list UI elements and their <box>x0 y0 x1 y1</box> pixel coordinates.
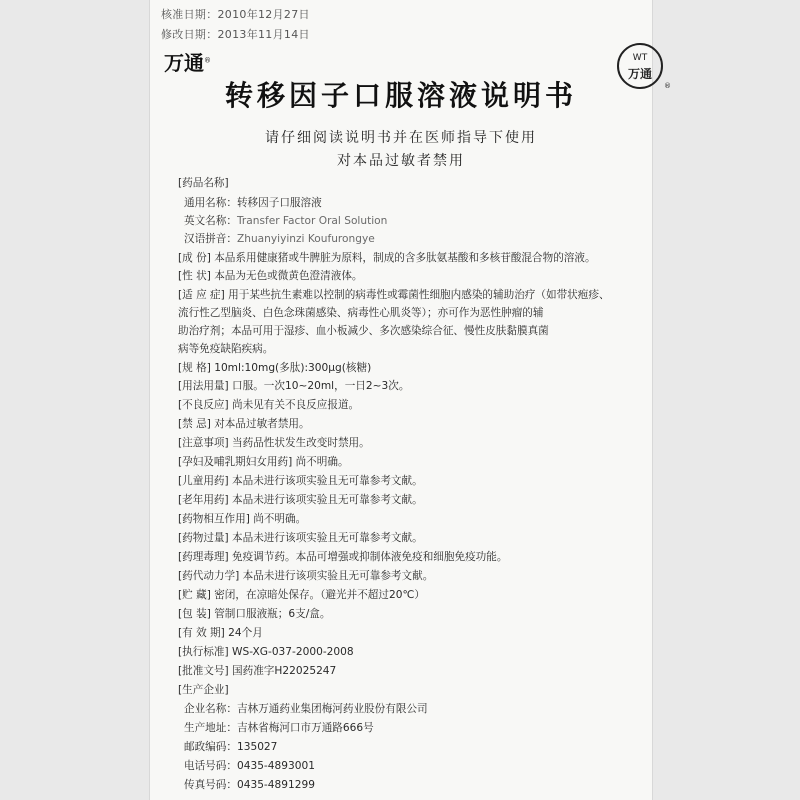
package-row <box>178 605 330 623</box>
contraindications-label: [禁 忌] <box>178 418 211 430</box>
spec-row <box>178 359 371 377</box>
pharmacology-row <box>178 548 507 566</box>
indications-line-2: 流行性乙型脑炎、白色念珠菌感染、病毒性心肌炎等）；亦可作为恶性肿瘤的辅 <box>178 307 544 319</box>
pediatric-value: 本品未进行该项实验且无可靠参考文献。 <box>232 475 423 487</box>
usage-label: [用法用量] <box>178 380 229 392</box>
standard-value: WS-XG-037-2000-2008 <box>232 646 354 658</box>
address-row <box>184 719 374 737</box>
address-label: 生产地址： <box>184 722 237 734</box>
spec-label: [规 格] <box>178 362 211 374</box>
contraindications-row <box>178 415 310 433</box>
cautions-label: [注意事项] <box>178 437 229 449</box>
phone-row <box>184 757 315 775</box>
validity-value: 24个月 <box>228 627 263 639</box>
adverse-row <box>178 396 359 414</box>
pharmacokinetics-label: [药代动力学] <box>178 570 240 582</box>
company-value: 吉林万通药业集团梅河药业股份有限公司 <box>236 703 428 715</box>
pharmacology-value: 免疫调节药。本品可增强或抑制体液免疫和细胞免疫功能。 <box>232 551 508 563</box>
pharmacokinetics-value: 本品未进行该项实验且无可靠参考文献。 <box>242 570 434 582</box>
common-name-value: 转移因子口服溶液 <box>236 197 322 209</box>
postcode-value: 135027 <box>236 741 278 753</box>
company-row <box>184 700 428 718</box>
address-value: 吉林省梅河口市万通路666号 <box>236 722 374 734</box>
revision-date: 修改日期：2013年11月14日 <box>161 28 310 41</box>
pinyin-value: Zhuanyiyinzi Koufurongye <box>236 233 375 245</box>
drug-name-heading: [药品名称] <box>178 177 229 189</box>
geriatric-row <box>178 491 423 509</box>
brand-registered-mark: ® <box>204 56 211 65</box>
pinyin-row <box>184 230 375 248</box>
postcode-label: 邮政编码： <box>184 741 237 753</box>
pharmacokinetics-row <box>178 567 433 585</box>
indications-line-4: 病等免疫缺陷疾病。 <box>178 343 274 355</box>
indications-label: [适 应 症] <box>178 289 225 301</box>
usage-value: 口服。一次10~20ml，一日2~3次。 <box>232 380 410 392</box>
pediatric-row <box>178 472 423 490</box>
cautions-value: 当药品性状发生改变时禁用。 <box>232 437 370 449</box>
geriatric-label: [老年用药] <box>178 494 229 506</box>
approval-date: 核准日期：2010年12月27日 <box>161 8 310 21</box>
svg-text:WT: WT <box>632 53 648 63</box>
pharmacology-label: [药理毒理] <box>178 551 229 563</box>
svg-text:万通: 万通 <box>627 67 653 81</box>
usage-row <box>178 377 409 395</box>
english-name-value: Transfer Factor Oral Solution <box>236 215 388 227</box>
pregnancy-label: [孕妇及哺乳期妇女用药] <box>178 456 293 468</box>
pregnancy-value: 尚不明确。 <box>295 456 349 468</box>
storage-row <box>178 586 425 604</box>
fax-row <box>184 776 315 794</box>
standard-label: [执行标准] <box>178 646 229 658</box>
overdose-row <box>178 529 423 547</box>
brand-text: 万通 <box>164 51 204 75</box>
manufacturer-heading: [生产企业] <box>178 684 229 696</box>
overdose-label: [药物过量] <box>178 532 229 544</box>
adverse-value: 尚未见有关不良反应报道。 <box>232 399 360 411</box>
spec-value: 10ml:10mg(多肽):300μg(核糖) <box>214 362 372 374</box>
company-label: 企业名称： <box>184 703 237 715</box>
package-label: [包 装] <box>178 608 211 620</box>
indications-line-1: 用于某些抗生素难以控制的病毒性或霉菌性细胞内感染的辅助治疗（如带状疱疹、 <box>228 289 610 301</box>
ingredients-label: [成 份] <box>178 252 211 264</box>
pregnancy-row <box>178 453 349 471</box>
common-name-label: 通用名称： <box>184 197 237 209</box>
svg-text:®: ® <box>664 82 671 90</box>
storage-value: 密闭，在凉暗处保存。（避光并不超过20℃） <box>214 589 425 601</box>
fax-label: 传真号码： <box>184 779 237 791</box>
common-name-row <box>184 194 322 212</box>
ingredients-row <box>178 249 596 267</box>
fax-value: 0435-4891299 <box>236 779 315 791</box>
notice-read-instructions: 请仔细阅读说明书并在医师指导下使用 <box>265 130 537 146</box>
contraindications-value: 对本品过敏者禁用。 <box>214 418 310 430</box>
interaction-row <box>178 510 306 528</box>
approval-number-value: 国药准字H22025247 <box>232 665 337 677</box>
validity-row <box>178 624 263 642</box>
adverse-label: [不良反应] <box>178 399 229 411</box>
character-row <box>178 267 363 285</box>
approval-number-row <box>178 662 336 680</box>
storage-label: [贮 藏] <box>178 589 211 601</box>
english-name-row <box>184 212 387 230</box>
phone-value: 0435-4893001 <box>236 760 315 772</box>
notice-allergy: 对本品过敏者禁用 <box>337 153 465 169</box>
character-value: 本品为无色或微黄色澄清液体。 <box>214 270 363 282</box>
brand-name <box>164 47 211 76</box>
indications-line-3: 助治疗剂；本品可用于湿疹、血小板减少、多次感染综合征、慢性皮肤黏膜真菌 <box>178 325 549 337</box>
interaction-label: [药物相互作用] <box>178 513 250 525</box>
package-value: 管制口服液瓶；6支/盒。 <box>214 608 331 620</box>
geriatric-value: 本品未进行该项实验且无可靠参考文献。 <box>232 494 423 506</box>
standard-row <box>178 643 354 661</box>
approval-number-label: [批准文号] <box>178 665 229 677</box>
cautions-row <box>178 434 370 452</box>
document-title: 转移因子口服溶液说明书 <box>224 79 577 112</box>
character-label: [性 状] <box>178 270 211 282</box>
indications-row <box>178 286 610 304</box>
ingredients-value: 本品系用健康猪或牛脾脏为原料，制成的含多肽氨基酸和多核苷酸混合物的溶液。 <box>214 252 596 264</box>
pediatric-label: [儿童用药] <box>178 475 229 487</box>
english-name-label: 英文名称： <box>184 215 237 227</box>
overdose-value: 本品未进行该项实验且无可靠参考文献。 <box>232 532 423 544</box>
validity-label: [有 效 期] <box>178 627 225 639</box>
phone-label: 电话号码： <box>184 760 237 772</box>
postcode-row <box>184 738 277 756</box>
interaction-value: 尚不明确。 <box>253 513 307 525</box>
pinyin-label: 汉语拼音： <box>184 233 237 245</box>
